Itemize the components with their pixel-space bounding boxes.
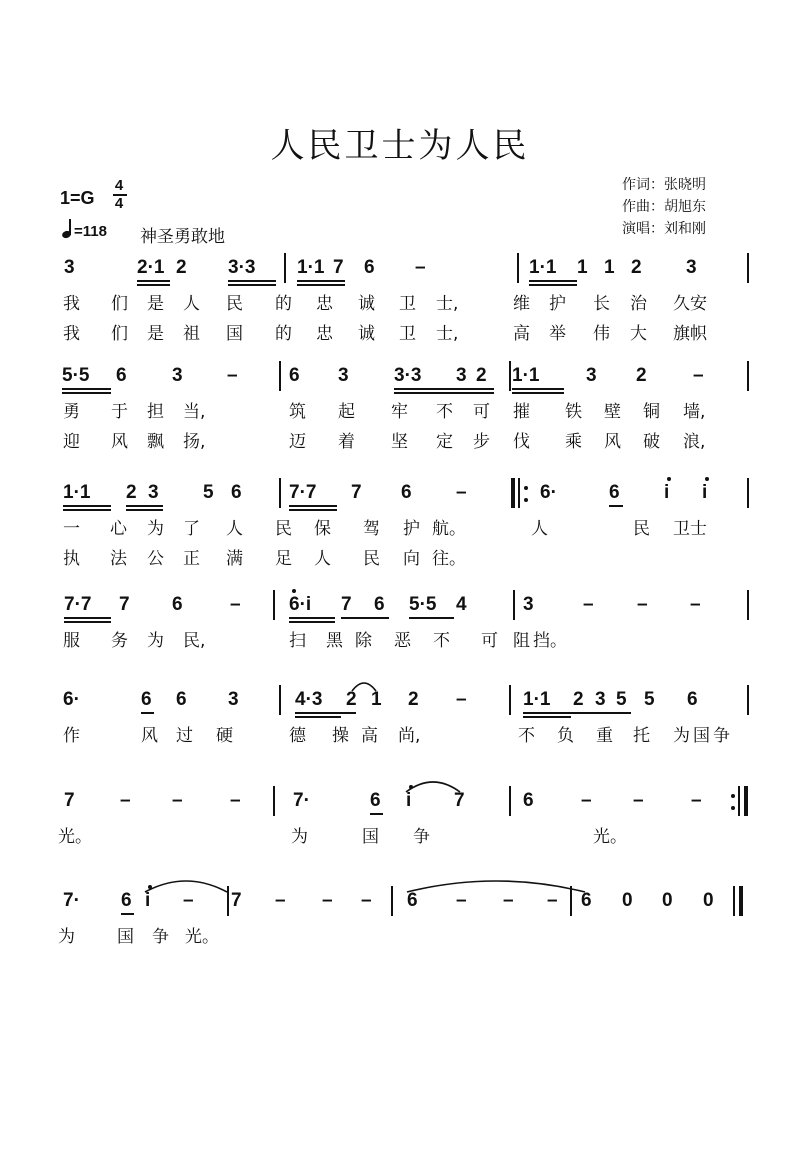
note: 4 — [456, 594, 467, 615]
note: 1·1 — [512, 365, 540, 386]
lyric-verse-2: 伟 — [593, 324, 610, 344]
note: 2 — [573, 689, 584, 710]
lyric-verse-1: 争 — [152, 927, 169, 947]
lyric-verse-2: 诚 — [358, 324, 375, 344]
lyricist-credit: 作词：张晓明 — [622, 177, 706, 193]
note: – — [361, 890, 372, 911]
lyric-verse-1: 当, — [183, 402, 206, 422]
note: 2 — [631, 257, 642, 278]
lyric-verse-1: 士, — [436, 294, 459, 314]
lyric-verse-2: 满 — [226, 549, 243, 569]
lyric-verse-1: 风 — [141, 726, 158, 746]
lyric-verse-2: 乘 — [565, 432, 582, 452]
note: 6 — [370, 790, 381, 811]
note: 1 — [604, 257, 615, 278]
note: 6 — [176, 689, 187, 710]
note: 6 — [289, 365, 300, 386]
lyric-verse-2: 足 — [275, 549, 292, 569]
lyric-verse-2: 公 — [147, 549, 164, 569]
note: 7· — [293, 790, 310, 811]
note: 1 — [577, 257, 588, 278]
lyric-verse-1: 争 — [413, 827, 430, 847]
lyric-verse-2: 步 — [473, 432, 490, 452]
note: 7·7 — [289, 482, 317, 503]
lyric-verse-2: 大 — [630, 324, 647, 344]
note: i — [145, 890, 151, 911]
note: 6 — [231, 482, 242, 503]
note: 7 — [333, 257, 344, 278]
note: i — [406, 790, 412, 811]
note: – — [230, 594, 241, 615]
note: 7 — [119, 594, 130, 615]
lyric-verse-1: 忠 — [316, 294, 333, 314]
note: 2·1 — [137, 257, 165, 278]
lyric-verse-1: 光。 — [58, 827, 92, 847]
lyric-verse-1: 尚, — [398, 726, 421, 746]
note: 3 — [595, 689, 606, 710]
note: – — [456, 689, 467, 710]
lyric-verse-1: 护 — [549, 294, 566, 314]
tempo-value: =118 — [74, 223, 107, 240]
lyric-verse-1: 民 — [226, 294, 243, 314]
note: – — [581, 790, 592, 811]
lyric-verse-1: 长 — [593, 294, 610, 314]
note: 5·5 — [62, 365, 90, 386]
note: – — [547, 890, 558, 911]
note: 6 — [116, 365, 127, 386]
note: 2 — [126, 482, 137, 503]
lyric-verse-1: 士 — [690, 519, 707, 539]
song-title: 人民卫士为人民 — [270, 126, 530, 166]
note: 6· — [540, 482, 557, 503]
lyric-verse-1: 为 — [147, 631, 164, 651]
lyric-verse-1: 壁 — [604, 402, 621, 422]
lyric-verse-1: 重 — [596, 726, 613, 746]
note: – — [183, 890, 194, 911]
lyric-verse-1: 铜 — [643, 402, 660, 422]
note: – — [456, 890, 467, 911]
lyric-verse-1: 是 — [147, 294, 164, 314]
lyric-verse-1: 操 — [332, 726, 349, 746]
note: 3 — [64, 257, 75, 278]
lyric-verse-2: 迎 — [63, 432, 80, 452]
note: 6 — [121, 890, 132, 911]
time-signature-top: 4 — [114, 177, 124, 194]
lyric-verse-1: 国 — [693, 726, 710, 746]
lyric-verse-2: 迈 — [289, 432, 306, 452]
note: 5·5 — [409, 594, 437, 615]
slur-arc — [352, 683, 376, 691]
note: – — [322, 890, 333, 911]
lyric-verse-2: 忠 — [316, 324, 333, 344]
note: 1 — [371, 689, 382, 710]
note: 7 — [351, 482, 362, 503]
note: – — [691, 790, 702, 811]
lyric-verse-1: 恶 — [394, 631, 411, 651]
lyric-verse-2: 高 — [513, 324, 530, 344]
lyric-verse-1: 不 — [436, 402, 453, 422]
note: 1·1 — [297, 257, 325, 278]
slur-arc — [145, 881, 227, 892]
note: 3 — [586, 365, 597, 386]
lyric-verse-1: 民 — [275, 519, 292, 539]
note: 0 — [662, 890, 673, 911]
lyric-verse-2: 向 — [403, 549, 420, 569]
note: – — [633, 790, 644, 811]
note: 3 — [228, 689, 239, 710]
note: 6 — [374, 594, 385, 615]
note: 6 — [141, 689, 152, 710]
note: 1·1 — [523, 689, 551, 710]
note: 5 — [616, 689, 627, 710]
lyric-verse-2: 风 — [604, 432, 621, 452]
note: 5 — [644, 689, 655, 710]
lyric-verse-1: 筑 — [289, 402, 306, 422]
lyric-verse-1: 光。 — [185, 927, 219, 947]
note: 3 — [338, 365, 349, 386]
lyric-verse-1: 维 — [513, 294, 530, 314]
note: 1·1 — [63, 482, 91, 503]
lyric-verse-1: 卫 — [399, 294, 416, 314]
lyric-verse-1: 负 — [557, 726, 574, 746]
lyric-verse-1: 卫 — [673, 519, 690, 539]
lyric-verse-2: 风 — [111, 432, 128, 452]
lyric-verse-2: 民 — [363, 549, 380, 569]
note: 6 — [609, 482, 620, 503]
note: 2 — [346, 689, 357, 710]
lyric-verse-1: 服 — [63, 631, 80, 651]
note: 2 — [408, 689, 419, 710]
note: 7 — [64, 790, 75, 811]
note: 1·1 — [529, 257, 557, 278]
lyric-verse-2: 正 — [183, 549, 200, 569]
lyric-verse-1: 治 — [630, 294, 647, 314]
lyric-verse-1: 摧 — [513, 402, 530, 422]
note: 0 — [703, 890, 714, 911]
note: 5 — [203, 482, 214, 503]
note: – — [456, 482, 467, 503]
lyric-verse-1: 黑 — [326, 631, 343, 651]
lyric-verse-1: 铁 — [565, 402, 582, 422]
lyric-verse-1: 德 — [289, 726, 306, 746]
lyric-verse-1: 不 — [518, 726, 535, 746]
lyric-verse-1: 国 — [362, 827, 379, 847]
lyric-verse-2: 浪, — [683, 432, 706, 452]
note: – — [120, 790, 131, 811]
lyric-verse-1: 扫 — [289, 631, 306, 651]
lyric-verse-1: 为 — [291, 827, 308, 847]
lyric-verse-2: 祖 — [183, 324, 200, 344]
note: – — [693, 365, 704, 386]
lyric-verse-1: 光。 — [593, 827, 627, 847]
note: 6·i — [289, 594, 312, 615]
note: – — [230, 790, 241, 811]
lyric-verse-1: 起 — [338, 402, 355, 422]
note: – — [637, 594, 648, 615]
lyric-verse-1: 诚 — [358, 294, 375, 314]
lyric-verse-2: 我 — [63, 324, 80, 344]
note: i — [702, 482, 708, 503]
note: 7·7 — [64, 594, 92, 615]
lyric-verse-1: 为 — [58, 927, 75, 947]
note: 4·3 — [295, 689, 323, 710]
note: 3·3 — [228, 257, 256, 278]
lyric-verse-1: 的 — [275, 294, 292, 314]
lyric-verse-2: 帜 — [690, 324, 707, 344]
lyric-verse-2: 人 — [314, 549, 331, 569]
lyric-verse-1: 高 — [361, 726, 378, 746]
lyric-verse-1: 护 — [403, 519, 420, 539]
lyric-verse-1: 民, — [183, 631, 206, 651]
lyric-verse-2: 扬, — [183, 432, 206, 452]
note: – — [503, 890, 514, 911]
lyric-verse-1: 墙, — [683, 402, 706, 422]
note: 7 — [454, 790, 465, 811]
time-signature-bottom: 4 — [114, 194, 124, 212]
note: 6 — [364, 257, 375, 278]
note: i — [664, 482, 670, 503]
note: 6 — [581, 890, 592, 911]
key-signature: 1=G — [60, 188, 95, 208]
lyric-verse-1: 可 — [481, 631, 498, 651]
lyric-verse-1: 久 — [673, 294, 690, 314]
lyric-verse-2: 是 — [147, 324, 164, 344]
lyric-verse-1: 一 — [63, 519, 80, 539]
lyric-verse-2: 法 — [110, 549, 127, 569]
lyric-verse-1: 驾 — [363, 519, 380, 539]
lyric-verse-1: 勇 — [63, 402, 80, 422]
note: 6 — [172, 594, 183, 615]
note: 3·3 — [394, 365, 422, 386]
lyric-verse-2: 坚 — [391, 432, 408, 452]
singer-credit: 演唱：刘和刚 — [622, 221, 706, 237]
lyric-verse-1: 心 — [110, 519, 127, 539]
lyric-verse-1: 作 — [63, 726, 80, 746]
slur-arc — [406, 782, 460, 792]
lyric-verse-1: 为 — [673, 726, 690, 746]
note: 3 — [686, 257, 697, 278]
lyric-verse-1: 担 — [147, 402, 164, 422]
lyric-verse-2: 旗 — [673, 324, 690, 344]
expression-marking: 神圣勇敢地 — [140, 227, 225, 247]
note: 6· — [63, 689, 80, 710]
lyric-verse-1: 国 — [117, 927, 134, 947]
lyric-verse-2: 着 — [338, 432, 355, 452]
lyric-verse-2: 士, — [436, 324, 459, 344]
note: 6 — [687, 689, 698, 710]
lyric-verse-1: 人 — [226, 519, 243, 539]
lyric-verse-1: 不 — [433, 631, 450, 651]
lyric-verse-1: 我 — [63, 294, 80, 314]
note: 2 — [636, 365, 647, 386]
note: 3 — [456, 365, 467, 386]
lyric-verse-1: 可 — [473, 402, 490, 422]
note: 3 — [148, 482, 159, 503]
lyric-verse-1: 们 — [111, 294, 128, 314]
composer-credit: 作曲：胡旭东 — [622, 199, 706, 215]
lyric-verse-1: 阻 — [513, 631, 530, 651]
note: – — [415, 257, 426, 278]
slur-arc — [407, 881, 585, 892]
lyric-verse-1: 民 — [633, 519, 650, 539]
lyric-verse-2: 破 — [643, 432, 660, 452]
lyric-verse-1: 为 — [147, 519, 164, 539]
note: 6 — [407, 890, 418, 911]
lyric-verse-2: 举 — [549, 324, 566, 344]
note: – — [690, 594, 701, 615]
lyric-verse-2: 们 — [111, 324, 128, 344]
note: 6 — [523, 790, 534, 811]
lyric-verse-1: 于 — [111, 402, 128, 422]
lyric-verse-2: 往。 — [432, 549, 466, 569]
lyric-verse-1: 托 — [633, 726, 650, 746]
lyric-verse-2: 国 — [226, 324, 243, 344]
lyric-verse-1: 保 — [314, 519, 331, 539]
lyric-verse-1: 人 — [183, 294, 200, 314]
note: 7 — [341, 594, 352, 615]
lyric-verse-1: 务 — [111, 631, 128, 651]
note: 7 — [231, 890, 242, 911]
note: – — [275, 890, 286, 911]
lyric-verse-1: 挡。 — [533, 631, 567, 651]
note: – — [583, 594, 594, 615]
note: – — [172, 790, 183, 811]
lyric-verse-1: 过 — [176, 726, 193, 746]
lyric-verse-1: 安 — [690, 294, 707, 314]
lyric-verse-1: 牢 — [391, 402, 408, 422]
lyric-verse-2: 卫 — [399, 324, 416, 344]
lyric-verse-1: 除 — [355, 631, 372, 651]
note: 3 — [523, 594, 534, 615]
note: 0 — [622, 890, 633, 911]
lyric-verse-2: 定 — [436, 432, 453, 452]
lyric-verse-2: 飘 — [147, 432, 164, 452]
lyric-verse-1: 人 — [531, 519, 548, 539]
note: 2 — [176, 257, 187, 278]
lyric-verse-2: 的 — [275, 324, 292, 344]
note: 2 — [476, 365, 487, 386]
note: 3 — [172, 365, 183, 386]
lyric-verse-2: 执 — [63, 549, 80, 569]
note: 7· — [63, 890, 80, 911]
lyric-verse-2: 伐 — [513, 432, 530, 452]
lyric-verse-1: 争 — [713, 726, 730, 746]
note: 6 — [401, 482, 412, 503]
lyric-verse-1: 了 — [183, 519, 200, 539]
lyric-verse-1: 硬 — [216, 726, 233, 746]
note: – — [227, 365, 238, 386]
lyric-verse-1: 航。 — [432, 519, 466, 539]
